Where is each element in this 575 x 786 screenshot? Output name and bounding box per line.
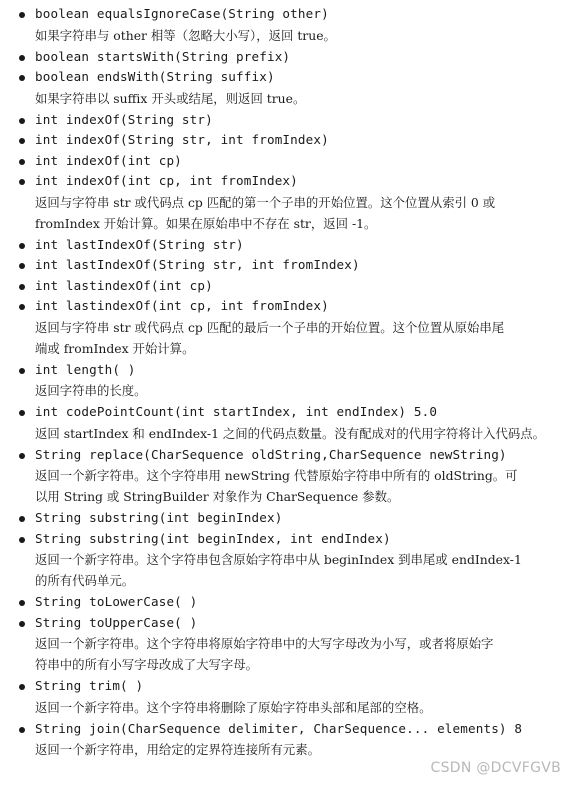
bullet-icon [19, 368, 25, 374]
bullet-icon [19, 410, 25, 416]
bullet-icon [19, 118, 25, 124]
bullet-icon [19, 304, 25, 310]
method-description [0, 423, 575, 444]
method-signature [0, 151, 575, 172]
description-line: 返回一个新字符串。这个字符串包含原始字符串中从 beginIndex 到串尾或 endIndex-1 [35, 552, 522, 567]
method-entry [0, 47, 575, 68]
bullet-icon [19, 138, 25, 144]
method-description [0, 88, 575, 109]
description-line: 返回一个新字符串，用给定的定界符连接所有元素。 [35, 742, 320, 757]
method-description [0, 697, 575, 718]
method-signature-text: boolean endsWith(String suffix) [35, 69, 275, 84]
method-signature-text: String substring(int beginIndex) [35, 510, 283, 525]
method-description [0, 192, 575, 234]
method-entry [0, 719, 575, 761]
api-reference-list [0, 4, 575, 761]
bullet-icon [19, 516, 25, 522]
method-signature [0, 592, 575, 613]
method-signature [0, 255, 575, 276]
method-signature-text: String substring(int beginIndex, int endIndex) [35, 530, 391, 546]
bullet-icon [19, 75, 25, 81]
method-description [0, 739, 575, 760]
method-signature-text: String replace(CharSequence oldString,CharSequence newString) [35, 446, 507, 462]
method-entry [0, 171, 575, 234]
bullet-icon [19, 12, 25, 18]
method-description [0, 549, 575, 591]
method-entry [0, 130, 575, 151]
method-signature [0, 402, 575, 423]
method-signature-text: String toUpperCase( ) [35, 614, 198, 630]
method-signature-text: int length( ) [35, 361, 136, 377]
method-signature-text: String toLowerCase( ) [35, 594, 198, 609]
method-signature-text: int indexOf(int cp, int fromIndex) [35, 173, 298, 188]
method-signature [0, 529, 575, 550]
bullet-icon [19, 727, 25, 733]
description-line: fromIndex 开始计算。如果在原始串中不存在 str，返回 -1。 [35, 215, 377, 231]
method-entry [0, 296, 575, 359]
method-signature [0, 445, 575, 466]
method-signature [0, 130, 575, 151]
method-entry [0, 529, 575, 592]
bullet-icon [19, 684, 25, 690]
bullet-icon [19, 621, 25, 627]
method-signature [0, 110, 575, 131]
method-description [0, 465, 575, 507]
method-signature [0, 676, 575, 697]
method-entry [0, 508, 575, 529]
method-signature [0, 4, 575, 25]
method-signature [0, 171, 575, 192]
method-entry [0, 235, 575, 256]
method-description [0, 633, 575, 675]
bullet-icon [19, 55, 25, 61]
method-description [0, 380, 575, 401]
method-signature [0, 276, 575, 297]
method-entry [0, 67, 575, 109]
method-signature [0, 296, 575, 317]
method-description [0, 25, 575, 46]
method-signature-text: boolean startsWith(String prefix) [35, 48, 291, 64]
method-signature-text: String trim( ) [35, 678, 144, 693]
method-entry [0, 402, 575, 444]
method-entry [0, 676, 575, 718]
bullet-icon [19, 453, 25, 459]
method-signature [0, 613, 575, 634]
description-line: 返回与字符串 str 或代码点 cp 匹配的第一个子串的开始位置。这个位置从索引 0 或 [35, 194, 496, 210]
method-signature-text: int indexOf(String str) [35, 111, 213, 127]
method-entry [0, 151, 575, 172]
description-line: 返回 startIndex 和 endIndex-1 之间的代码点数量。没有配成对的代用字符将计入代码点。 [35, 425, 546, 441]
method-signature [0, 235, 575, 256]
watermark: CSDN @DCVFGVB [430, 760, 561, 776]
description-line: 返回一个新字符串。这个字符串将删除了原始字符串头部和尾部的空格。 [35, 699, 432, 715]
method-entry [0, 592, 575, 613]
description-line: 返回一个新字符串。这个字符串用 newString 代替原始字符串中所有的 oldString。可 [35, 468, 518, 483]
method-entry [0, 110, 575, 131]
bullet-icon [19, 537, 25, 543]
method-entry [0, 276, 575, 297]
method-signature [0, 47, 575, 68]
method-entry [0, 360, 575, 402]
description-line: 如果字符串以 suffix 开头或结尾，则返回 true。 [35, 90, 306, 106]
method-signature-text: int codePointCount(int startIndex, int endIndex) 5.0 [35, 404, 438, 419]
method-signature [0, 719, 575, 740]
bullet-icon [19, 600, 25, 606]
description-line: 以用 String 或 StringBuilder 对象作为 CharSequence 参数。 [35, 489, 400, 504]
method-signature-text: int lastindexOf(int cp, int fromIndex) [35, 298, 329, 313]
bullet-icon [19, 159, 25, 165]
bullet-icon [19, 243, 25, 249]
method-signature [0, 67, 575, 88]
method-signature-text: int lastIndexOf(String str) [35, 236, 244, 252]
method-signature-text: int indexOf(int cp) [35, 152, 182, 168]
description-line: 返回与字符串 str 或代码点 cp 匹配的最后一个子串的开始位置。这个位置从原始串尾 [35, 319, 505, 335]
method-signature-text: int lastIndexOf(String str, int fromIndex) [35, 257, 360, 272]
method-entry [0, 4, 575, 46]
description-line: 返回字符串的长度。 [35, 383, 147, 398]
method-signature [0, 360, 575, 381]
method-signature [0, 508, 575, 529]
method-entry [0, 445, 575, 508]
method-signature-text: int indexOf(String str, int fromIndex) [35, 132, 329, 147]
description-line: 的所有代码单元。 [35, 573, 135, 588]
description-line: 符串中的所有小写字母改成了大写字母。 [35, 657, 259, 672]
bullet-icon [19, 284, 25, 290]
description-line: 返回一个新字符串。这个字符串将原始字符串中的大写字母改为小写，或者将原始字 [35, 636, 494, 651]
method-description [0, 317, 575, 359]
method-signature-text: String join(CharSequence delimiter, CharSequence... elements) 8 [35, 720, 523, 736]
bullet-icon [19, 179, 25, 185]
description-line: 端或 fromIndex 开始计算。 [35, 340, 195, 356]
method-entry [0, 255, 575, 276]
method-signature-text: int lastindexOf(int cp) [35, 277, 213, 293]
bullet-icon [19, 263, 25, 269]
description-line: 如果字符串与 other 相等（忽略大小写），返回 true。 [35, 27, 336, 43]
method-entry [0, 613, 575, 676]
method-signature-text: boolean equalsIgnoreCase(String other) [35, 6, 329, 21]
